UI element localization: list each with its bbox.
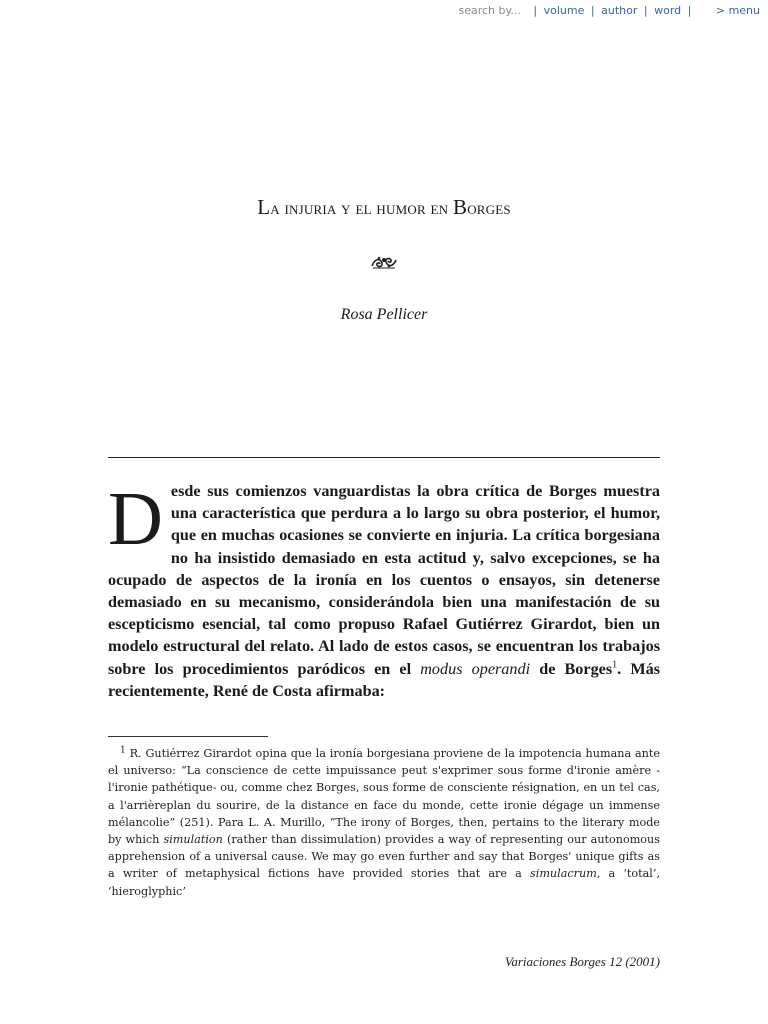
drop-cap: D	[108, 477, 163, 561]
nav-separator: |	[590, 4, 595, 17]
footnote	[108, 745, 660, 900]
body-text: de Borges	[530, 659, 613, 678]
title-text: a injuria y el humor en	[270, 198, 453, 218]
article-author: Rosa Pellicer	[340, 306, 428, 323]
body-text: . Más recientemente, René de Costa afirmaba:	[108, 659, 661, 700]
search-label[interactable]: search by...	[458, 4, 521, 17]
footnote-italic: simulation	[163, 833, 223, 847]
nav-menu-link[interactable]: > menu	[715, 4, 760, 17]
nav-separator: |	[533, 4, 538, 17]
title-initial: L	[257, 195, 271, 219]
body-text: esde sus comienzos vanguardistas la obra crítica de Borges muestra una característica que perdura a lo largo su obra posterior, el humor, que en muchas ocasiones se convierte en injuria. La crítica borgesiana no ha insistido demasiado en esta actitud y, salvo excepciones, se ha ocupado de aspectos de la ironía en los cuentos o ensayos, sin detenerse demasiado en su mecanismo, considerándola bien una manifestación de su escepticismo esencial, tal como propuso Rafael Gutiérrez Girardot, bien un modelo estructural del relato. Al lado de estos casos, se encuentran los trabajos sobre los procedimientos paródicos en el	[108, 482, 660, 678]
title-initial: B	[452, 195, 468, 219]
header-divider	[108, 457, 660, 458]
footnote-reference[interactable]: 1	[612, 659, 618, 671]
footnote-text: (rather than dissimulation) provides a way of representing our autonomous apprehension of a universal cause. We may go even further and say that Borges' unique gifts as a writer of metaphysical fictions have provided stories that are a	[108, 833, 660, 881]
nav-volume-link[interactable]: volume	[543, 4, 585, 17]
nav-word-link[interactable]: word	[654, 4, 682, 17]
article-body	[108, 477, 661, 702]
nav-separator: |	[687, 4, 692, 17]
top-navigation	[458, 2, 760, 20]
footnote-divider	[108, 736, 268, 737]
nav-separator: |	[643, 4, 648, 17]
journal-citation: Variaciones Borges 12 (2001)	[504, 954, 660, 969]
footnote-number: 1	[120, 745, 126, 756]
nav-author-link[interactable]: author	[601, 4, 638, 17]
article-title	[0, 195, 768, 220]
body-italic: modus operandi	[420, 659, 531, 678]
footnote-italic: simulacrum	[530, 867, 597, 881]
fleuron-ornament-icon	[370, 252, 398, 272]
footnote-text: , a ‘total’, ‘hieroglyphic’	[108, 867, 660, 898]
title-text: orges	[467, 198, 511, 218]
footnote-text: R. Gutiérrez Girardot opina que la ironía borgesiana proviene de la impotencia humana ante el universo: “La conscience de cette impuissance peut s'exprimer sous forme d'ironie amère -l'ironie pathétique- ou, comme chez Borges, sous forme de consciente résignation, en un tel cas, a l'arrièreplan du sourire, de la distance en face du monde, cette ironie dégage un immense mélancolie” (251). Para L. A. Murillo, “The irony of Borges, then, pertains to the literary mode by which	[108, 747, 660, 847]
